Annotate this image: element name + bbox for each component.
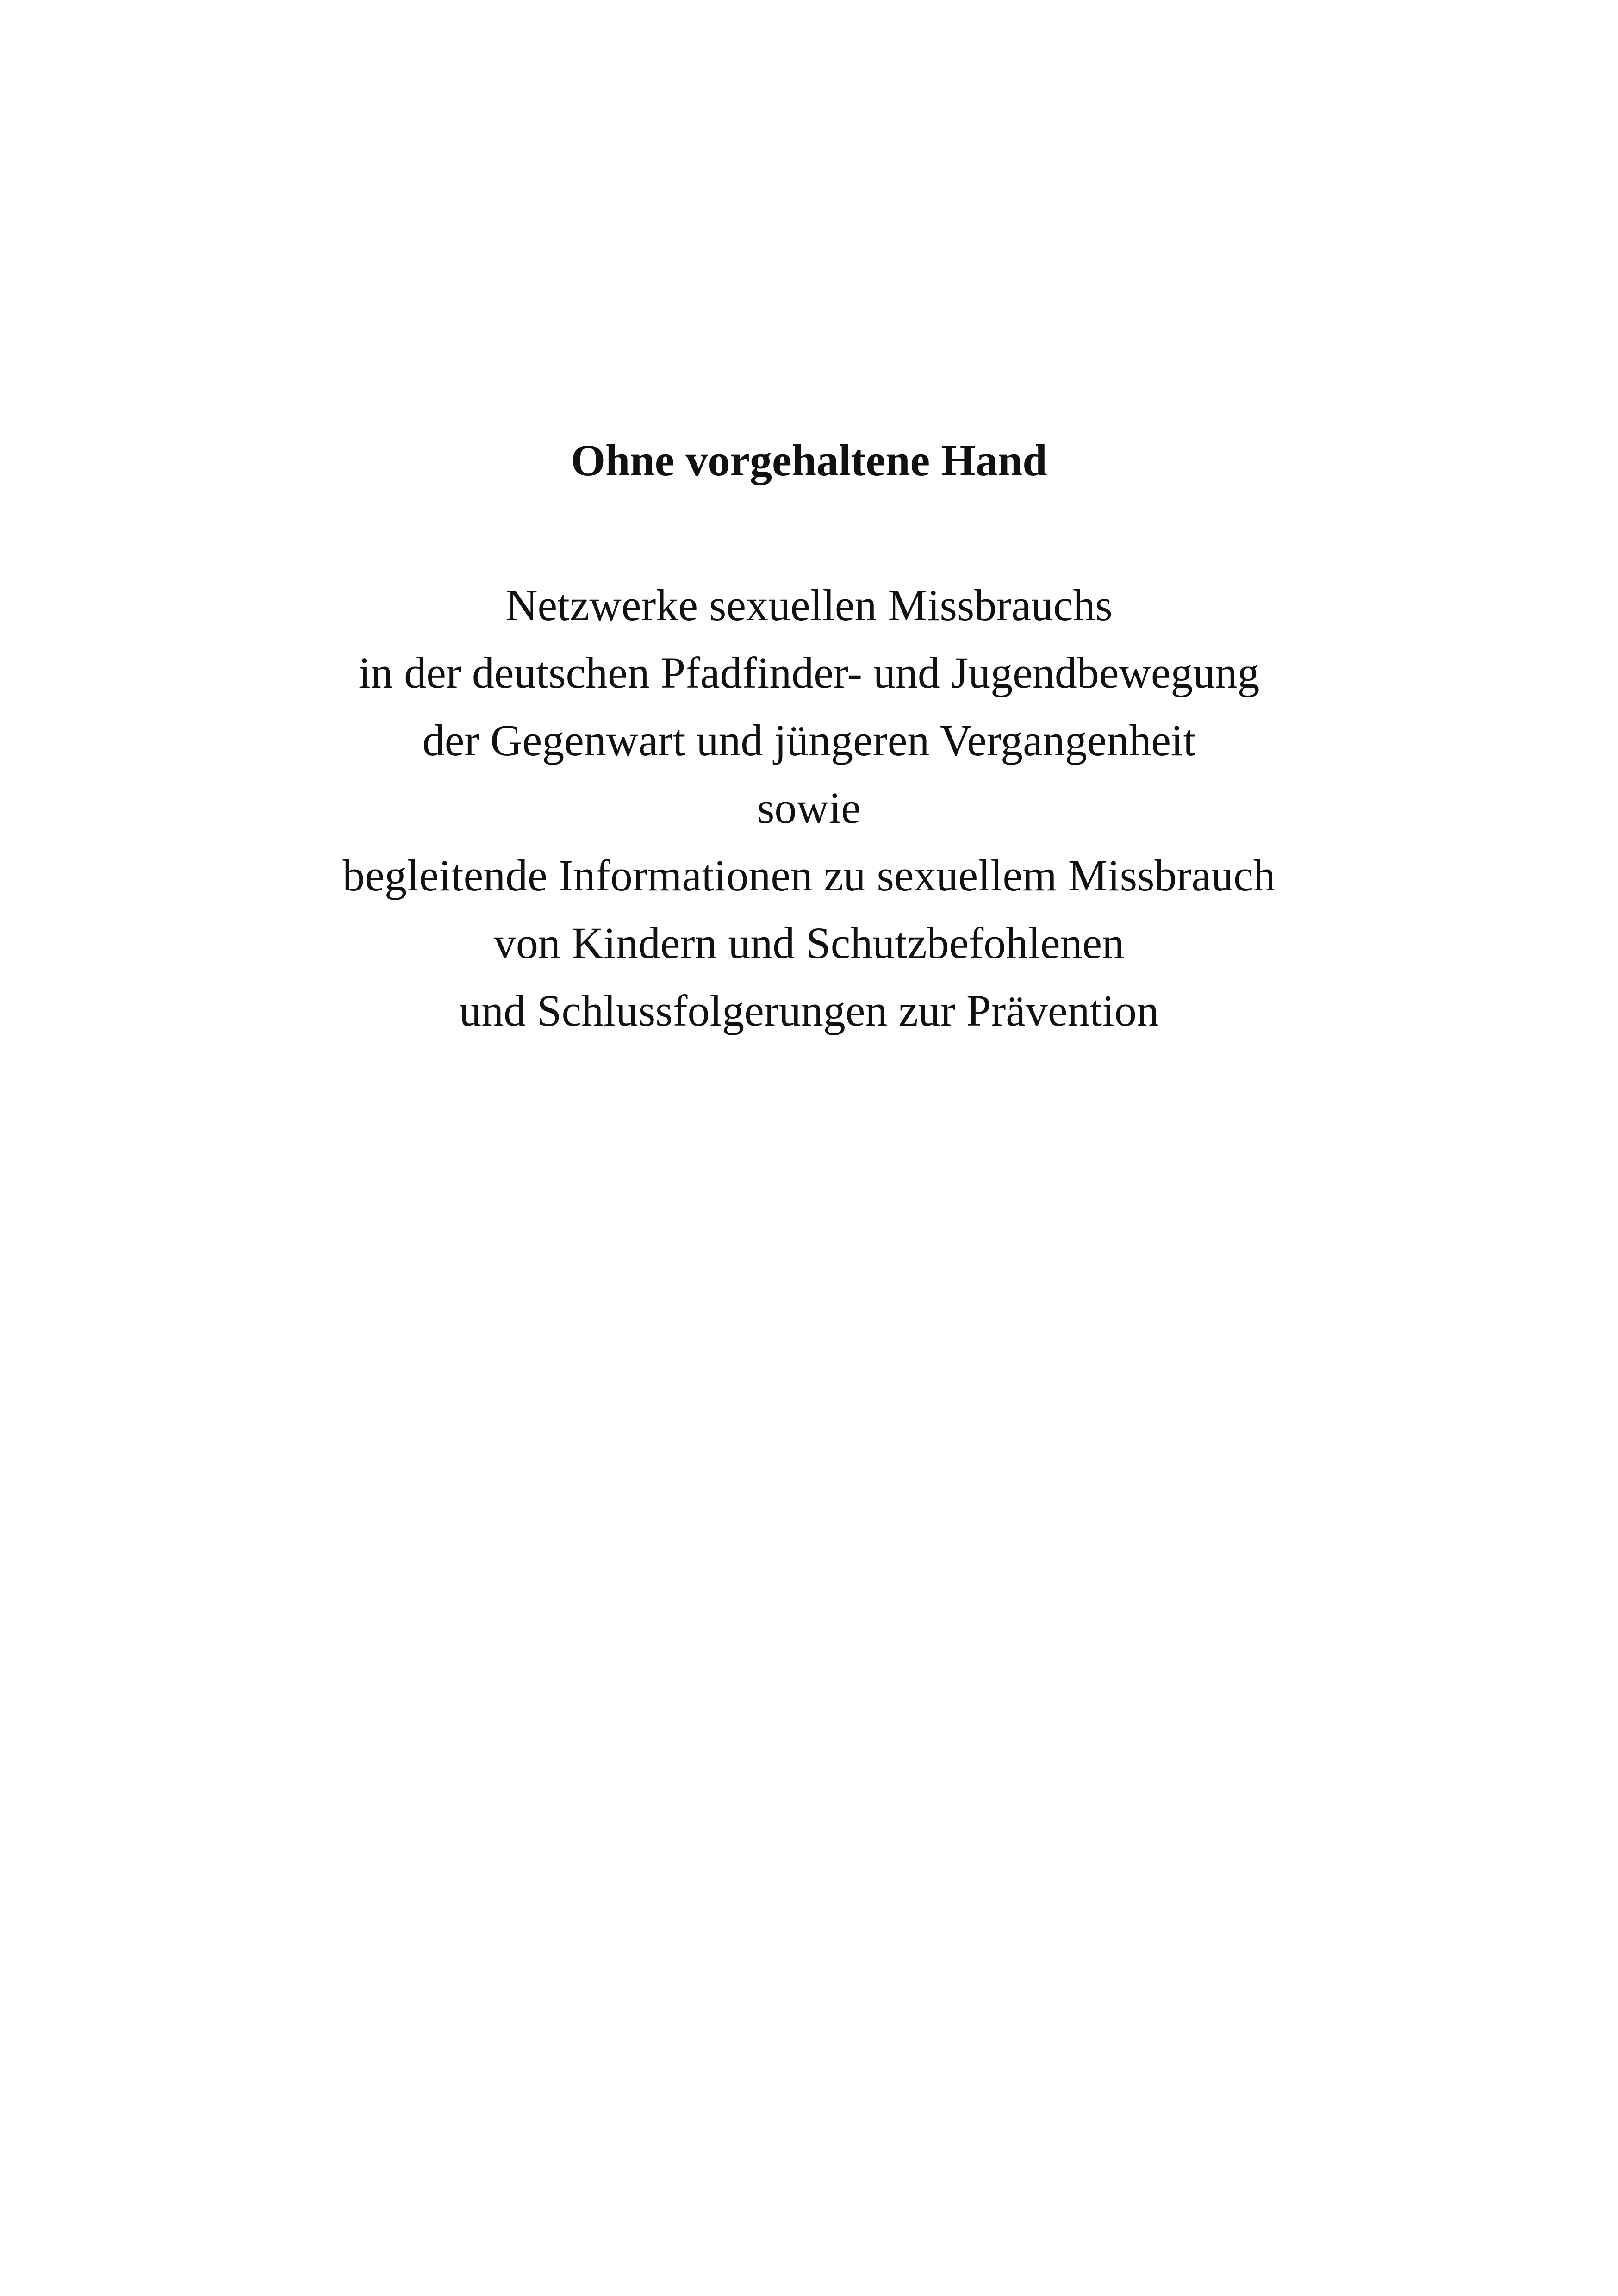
subtitle-block (0, 572, 1618, 1045)
subtitle-line: Netzwerke sexuellen Missbrauchs (505, 580, 1113, 630)
page-title: Ohne vorgehaltene Hand (571, 436, 1047, 485)
subtitle-line: begleitende Informationen zu sexuellem Missbrauch (342, 851, 1276, 900)
subtitle-line: von Kindern und Schutzbefohlenen (493, 918, 1125, 968)
subtitle-line: und Schlussfolgerungen zur Prävention (459, 986, 1159, 1035)
subtitle-line: der Gegenwart und jüngeren Vergangenheit (422, 716, 1196, 765)
subtitle-line: sowie (757, 783, 861, 833)
subtitle-line: in der deutschen Pfadfinder- und Jugendbewegung (358, 648, 1260, 697)
